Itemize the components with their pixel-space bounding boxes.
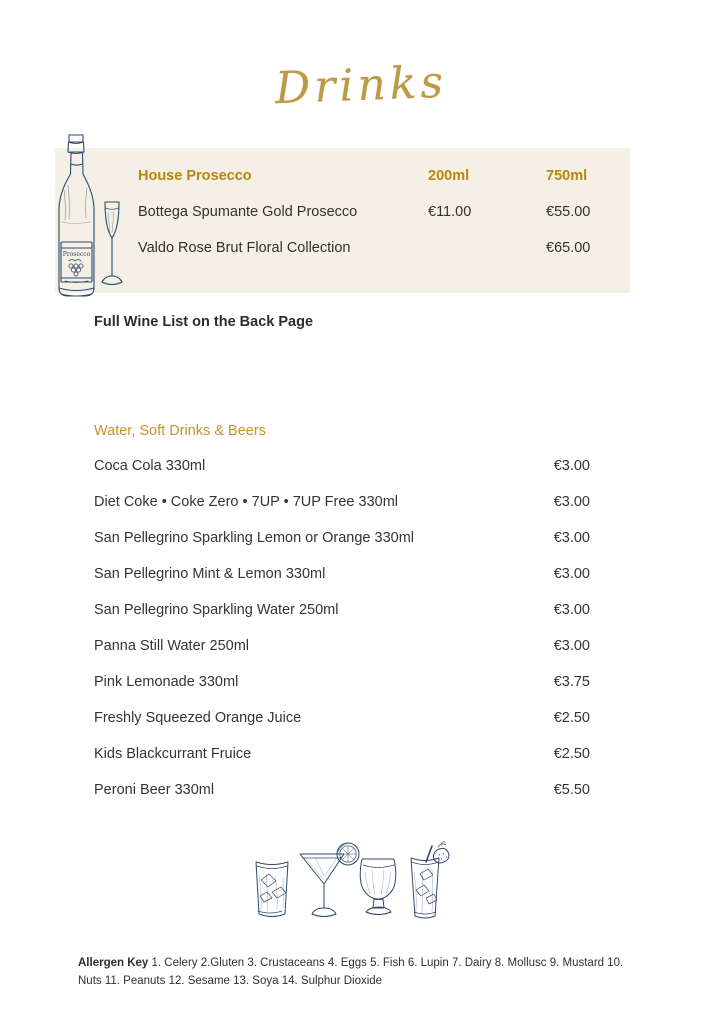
page-title: Drinks [274,56,448,115]
drink-name: Peroni Beer 330ml [94,782,215,798]
drink-price: €5.50 [553,782,590,798]
drink-price: €3.00 [553,566,590,582]
drink-name: San Pellegrino Sparkling Water 250ml [94,602,339,618]
drink-row [94,602,590,638]
drink-price: €3.00 [553,602,590,618]
drink-row [94,458,590,494]
allergen-key-text: 1. Celery 2.Gluten 3. Crustaceans 4. Eggs 5. Fish 6. Lupin 7. Dairy 8. Mollusc 9. Mustard 10. Nuts 11. Peanuts 12. Sesame 13. Soya 14. Sulphur Dioxide [78,957,624,987]
drink-name: Coca Cola 330ml [94,458,206,474]
drink-name: San Pellegrino Mint & Lemon 330ml [94,566,326,582]
prosecco-item-price-750ml: €65.00 [546,240,591,256]
drink-price: €3.00 [553,494,590,510]
prosecco-header-row [138,168,630,204]
soft-drinks-list [94,458,590,818]
allergen-key-label: Allergen Key [78,957,149,969]
svg-text:Prosecco: Prosecco [62,251,91,258]
drink-row [94,674,590,710]
drink-price: €3.00 [553,638,590,654]
prosecco-item-name: Bottega Spumante Gold Prosecco [138,204,358,220]
prosecco-item-price-200ml: €11.00 [428,204,472,220]
drink-row [94,782,590,818]
soft-drinks-heading: Water, Soft Drinks & Beers [94,423,266,439]
drink-row [94,530,590,566]
drink-price: €2.50 [553,710,590,726]
prosecco-bottle-icon [52,130,138,305]
drink-row [94,566,590,602]
prosecco-header-size-750ml: 750ml [546,168,588,184]
drink-name: Freshly Squeezed Orange Juice [94,710,302,726]
drink-row [94,494,590,530]
prosecco-row [138,204,630,240]
prosecco-item-name: Valdo Rose Brut Floral Collection [138,240,351,256]
drink-name: Kids Blackcurrant Fruice [94,746,252,762]
drink-name: Diet Coke • Coke Zero • 7UP • 7UP Free 330ml [94,494,399,510]
drink-price: €3.75 [553,674,590,690]
drink-row [94,746,590,782]
cocktail-glasses-icon [248,832,453,927]
prosecco-row [138,240,630,276]
drink-row [94,710,590,746]
allergen-key [78,955,638,991]
prosecco-header-size-200ml: 200ml [428,168,470,184]
drink-price: €3.00 [553,530,590,546]
drink-name: Panna Still Water 250ml [94,638,250,654]
prosecco-header-name: House Prosecco [138,168,252,184]
drink-name: Pink Lemonade 330ml [94,674,239,690]
prosecco-table [138,168,630,276]
prosecco-item-price-750ml: €55.00 [546,204,591,220]
drink-name: San Pellegrino Sparkling Lemon or Orange 330ml [94,530,414,546]
drink-row [94,638,590,674]
drink-price: €2.50 [553,746,590,762]
drink-price: €3.00 [553,458,590,474]
wine-list-note: Full Wine List on the Back Page [94,314,314,330]
